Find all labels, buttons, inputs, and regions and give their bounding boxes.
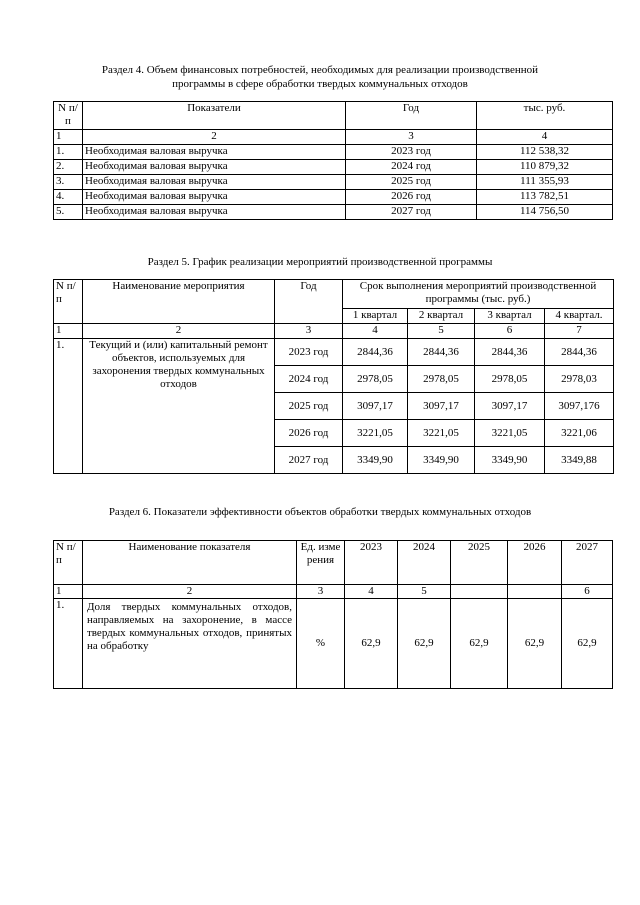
s5-row-q2: 2844,36 bbox=[408, 339, 475, 366]
s6-row-2027: 62,9 bbox=[562, 599, 613, 689]
s5-row-year: 2026 год bbox=[275, 420, 343, 447]
section5-title: Раздел 5. График реализации мероприятий производственной программы bbox=[147, 256, 493, 268]
s6-row-num: 1. bbox=[54, 599, 83, 689]
s6-row-2026: 62,9 bbox=[508, 599, 562, 689]
s5-row-q1: 3097,17 bbox=[343, 393, 408, 420]
s5-row-year: 2027 год bbox=[275, 447, 343, 474]
s5-row-q2: 3097,17 bbox=[408, 393, 475, 420]
s5-header-term: Срок выполнения мероприятий производственной программы (тыс. руб.) bbox=[343, 280, 614, 309]
s5-header-q1: 1 квартал bbox=[343, 309, 408, 324]
s4-row-num: 2. bbox=[54, 160, 83, 175]
table-row bbox=[54, 599, 613, 689]
s5-row-year: 2023 год bbox=[275, 339, 343, 366]
section4-title-line2: программы в сфере обработки твердых коммунальных отходов bbox=[172, 78, 468, 90]
table-row bbox=[54, 160, 613, 175]
s5-row-q3: 2844,36 bbox=[475, 339, 545, 366]
table-row bbox=[54, 145, 613, 160]
section4-title-line1: Раздел 4. Объем финансовых потребностей, необходимых для реализации производственной bbox=[101, 64, 539, 76]
table-row bbox=[54, 205, 613, 220]
table-row bbox=[54, 175, 613, 190]
s4-row-indicator: Необходимая валовая выручка bbox=[83, 160, 346, 175]
section6-table bbox=[53, 540, 613, 689]
s4-row-num: 3. bbox=[54, 175, 83, 190]
s4-header-year: Год bbox=[346, 102, 477, 130]
s5-row-q2: 3221,05 bbox=[408, 420, 475, 447]
s5-index-cell: 2 bbox=[83, 324, 275, 339]
s4-row-amount: 110 879,32 bbox=[477, 160, 613, 175]
s5-header-name: Наименование мероприятия bbox=[83, 280, 275, 324]
s5-row-q4: 3097,176 bbox=[545, 393, 614, 420]
s5-item-name: Текущий и (или) капитальный ремонт объектов, используемых для захоронения твердых коммунальных отходов bbox=[83, 339, 275, 474]
s5-row-q2: 3349,90 bbox=[408, 447, 475, 474]
s6-header-2024: 2024 bbox=[398, 541, 451, 585]
s5-row-q1: 2844,36 bbox=[343, 339, 408, 366]
s4-row-amount: 113 782,51 bbox=[477, 190, 613, 205]
s4-row-amount: 111 355,93 bbox=[477, 175, 613, 190]
s4-row-num: 1. bbox=[54, 145, 83, 160]
s4-header-indicator: Показатели bbox=[83, 102, 346, 130]
table-row bbox=[54, 190, 613, 205]
s5-row-q3: 3221,05 bbox=[475, 420, 545, 447]
s5-header-q4: 4 квартал. bbox=[545, 309, 614, 324]
s5-index-cell: 7 bbox=[545, 324, 614, 339]
s5-row-q4: 3349,88 bbox=[545, 447, 614, 474]
s6-header-2026: 2026 bbox=[508, 541, 562, 585]
s4-row-indicator: Необходимая валовая выручка bbox=[83, 145, 346, 160]
s4-header-num: N п/п bbox=[54, 102, 83, 130]
s6-index-cell: 5 bbox=[398, 585, 451, 599]
s4-row-amount: 114 756,50 bbox=[477, 205, 613, 220]
s4-row-year: 2026 год bbox=[346, 190, 477, 205]
s6-row-2024: 62,9 bbox=[398, 599, 451, 689]
s5-row-q2: 2978,05 bbox=[408, 366, 475, 393]
s5-row-q1: 3349,90 bbox=[343, 447, 408, 474]
s6-header-num: N п/п bbox=[54, 541, 83, 585]
s4-row-year: 2023 год bbox=[346, 145, 477, 160]
s4-row-year: 2025 год bbox=[346, 175, 477, 190]
s4-row-indicator: Необходимая валовая выручка bbox=[83, 190, 346, 205]
s5-row-q3: 3097,17 bbox=[475, 393, 545, 420]
s5-header-num: N п/ п bbox=[54, 280, 83, 324]
s5-row-q1: 3221,05 bbox=[343, 420, 408, 447]
s6-index-cell: 6 bbox=[562, 585, 613, 599]
s4-row-num: 5. bbox=[54, 205, 83, 220]
s4-header-amount: тыс. руб. bbox=[477, 102, 613, 130]
section4-table bbox=[53, 101, 613, 220]
s6-header-name: Наименование показателя bbox=[83, 541, 297, 585]
s5-item-num: 1. bbox=[54, 339, 83, 474]
s6-index-cell: 2 bbox=[83, 585, 297, 599]
s5-row-q3: 3349,90 bbox=[475, 447, 545, 474]
s4-row-num: 4. bbox=[54, 190, 83, 205]
s6-index-cell: 1 bbox=[54, 585, 83, 599]
s4-row-year: 2027 год bbox=[346, 205, 477, 220]
s6-row-name: Доля твердых коммунальных отходов, направляемых на захоронение, в массе твердых коммунальных отходов, принятых на обработку bbox=[83, 599, 297, 689]
s5-header-year: Год bbox=[275, 280, 343, 324]
s6-row-unit: % bbox=[297, 599, 345, 689]
section5-table bbox=[53, 279, 614, 474]
s6-row-2025: 62,9 bbox=[451, 599, 508, 689]
s4-index-cell: 4 bbox=[477, 130, 613, 145]
s4-row-indicator: Необходимая валовая выручка bbox=[83, 175, 346, 190]
s6-header-2025: 2025 bbox=[451, 541, 508, 585]
s5-row-q4: 3221,06 bbox=[545, 420, 614, 447]
s5-row-q4: 2978,03 bbox=[545, 366, 614, 393]
section6-title: Раздел 6. Показатели эффективности объектов обработки твердых коммунальных отходов bbox=[108, 506, 532, 518]
s5-row-q4: 2844,36 bbox=[545, 339, 614, 366]
s4-row-amount: 112 538,32 bbox=[477, 145, 613, 160]
s5-row-year: 2024 год bbox=[275, 366, 343, 393]
s5-header-q3: 3 квартал bbox=[475, 309, 545, 324]
s4-index-cell: 1 bbox=[54, 130, 83, 145]
s4-row-year: 2024 год bbox=[346, 160, 477, 175]
s5-row-q3: 2978,05 bbox=[475, 366, 545, 393]
s6-header-2027: 2027 bbox=[562, 541, 613, 585]
s5-header-q2: 2 квартал bbox=[408, 309, 475, 324]
s5-index-cell: 6 bbox=[475, 324, 545, 339]
s5-index-cell: 3 bbox=[275, 324, 343, 339]
s6-index-cell bbox=[451, 585, 508, 599]
s4-index-cell: 3 bbox=[346, 130, 477, 145]
s6-index-cell: 3 bbox=[297, 585, 345, 599]
s5-row-year: 2025 год bbox=[275, 393, 343, 420]
s6-index-cell bbox=[508, 585, 562, 599]
s5-index-cell: 1 bbox=[54, 324, 83, 339]
s4-row-indicator: Необходимая валовая выручка bbox=[83, 205, 346, 220]
table-row bbox=[54, 339, 614, 366]
s6-index-cell: 4 bbox=[345, 585, 398, 599]
s5-index-cell: 5 bbox=[408, 324, 475, 339]
s6-header-unit: Ед. измерения bbox=[297, 541, 345, 585]
s5-row-q1: 2978,05 bbox=[343, 366, 408, 393]
s6-header-2023: 2023 bbox=[345, 541, 398, 585]
s5-index-cell: 4 bbox=[343, 324, 408, 339]
s4-index-cell: 2 bbox=[83, 130, 346, 145]
s6-row-2023: 62,9 bbox=[345, 599, 398, 689]
